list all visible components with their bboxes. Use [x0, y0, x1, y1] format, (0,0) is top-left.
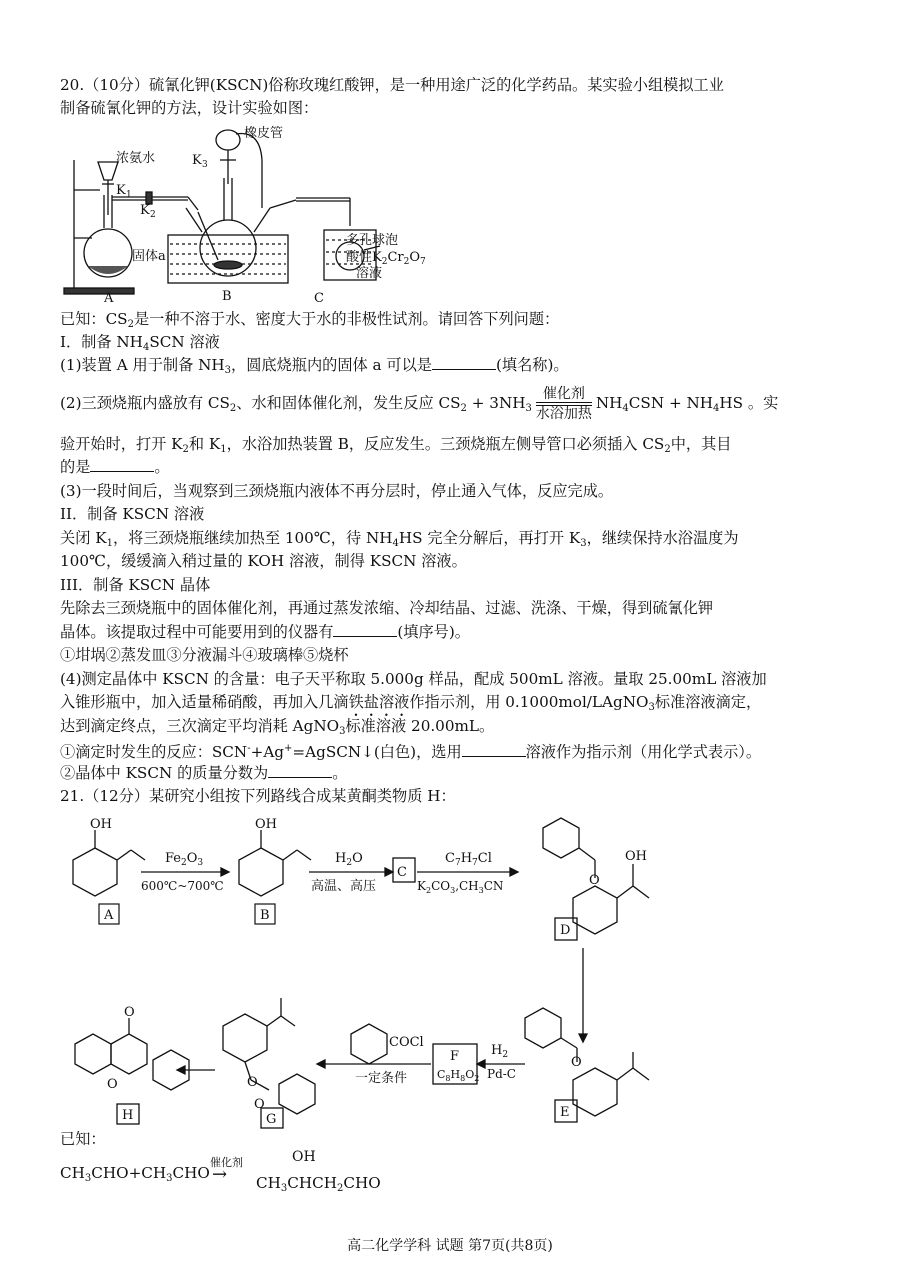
q21-known: 已知： — [60, 1130, 106, 1148]
q20-part2-line2: 验开始时，打开 $K_2$和 $K_1$，水浴加热装置 B，反应发生。三颈烧瓶左侧导管口必须插入 $CS_2$中，其目 — [60, 435, 732, 455]
answer-blank-1[interactable] — [432, 355, 496, 370]
section-3-heading: III．制备 KSCN 晶体 — [60, 576, 211, 594]
reagent-high: 高温、高压 — [311, 879, 377, 894]
answer-blank-2[interactable] — [90, 457, 154, 472]
q21-title: 21.（12分）某研究小组按下列路线合成某黄酮类物质 H： — [60, 787, 456, 805]
svg-text:O: O — [247, 1075, 258, 1090]
label-bubble: 多孔球泡 — [346, 233, 399, 248]
q20-known: 已知：$CS_2$是一种不溶于水、密度大于水的非极性试剂。请回答下列问题： — [60, 310, 560, 330]
q20-part1: (1)装置 A 用于制备 $NH_3$，圆底烧瓶内的固体 a 可以是 (填名称)。 — [60, 356, 569, 376]
svg-text:2: 2 — [150, 210, 156, 220]
answer-blank-4[interactable] — [462, 742, 526, 757]
box-g: G — [266, 1112, 277, 1127]
section-2-heading: II．制备 KSCN 溶液 — [60, 505, 205, 523]
box-h: H — [122, 1108, 134, 1123]
reagent-pdc: Pd-C — [487, 1067, 516, 1081]
box-c: C — [397, 865, 407, 880]
label-rubber-tube: 橡皮管 — [244, 126, 284, 141]
svg-text:O: O — [254, 1097, 265, 1112]
svg-text:1: 1 — [126, 190, 132, 200]
reagent-cocl: COCl — [389, 1035, 424, 1050]
q20-part2-line3: 的是 。 — [60, 458, 170, 476]
reagent-c7h7cl: $C_7H_7Cl$ — [445, 851, 492, 868]
f-formula: $C_8H_8O_2$ — [437, 1068, 480, 1083]
q20-title-line2: 制备硫氰化钾的方法，设计实验如图： — [60, 99, 319, 117]
svg-text:O: O — [124, 1005, 135, 1020]
label-k1: K — [116, 183, 126, 198]
section-3-line2: 晶体。该提取过程中可能要用到的仪器有 (填序号)。 — [60, 623, 470, 641]
svg-text:OH: OH — [90, 817, 112, 832]
q20-part2-line1: (2)三颈烧瓶内盛放有 $CS_2$、水和固体催化剂，发生反应 $CS_2 + 3NH_3$ $\frac{\text{催化剂}}{\text{水浴加热}}$ $NH_4CSN + NH_4HS$ 。实 — [60, 386, 779, 422]
label-b: B — [222, 289, 232, 304]
label-k2: K — [140, 203, 150, 218]
q20-part4-line2: 入锥形瓶中，加入适量稀硝酸，再加入几滴铁盐溶液作指示剂，用 0.1000mol/LAgNO$_3$标准溶液滴定， — [60, 693, 762, 713]
synthesis-route — [55, 808, 855, 1130]
q20-part4-line3: 达到滴定终点，三次滴定平均消耗 AgNO$_3$标准溶液 20.00mL。 — [60, 717, 495, 737]
label-c: C — [314, 291, 324, 306]
svg-text:O: O — [571, 1055, 582, 1070]
svg-text:OH: OH — [625, 849, 647, 864]
label-a: A — [104, 291, 114, 306]
reagent-temp: 600℃~700℃ — [141, 879, 224, 893]
svg-text:3: 3 — [202, 160, 208, 170]
section-2-line2: 100℃，缓缓滴入稍过量的 KOH 溶液，制得 KSCN 溶液。 — [60, 552, 467, 570]
box-a: A — [104, 908, 114, 923]
reagent-condition: 一定条件 — [355, 1071, 408, 1086]
section-3-line1: 先除去三颈烧瓶中的固体催化剂，再通过蒸发浓缩、冷却结晶、过滤、洗涤、干燥，得到硫氰化钾 — [60, 599, 714, 617]
q20-part3: (3)一段时间后，当观察到三颈烧瓶内液体不再分层时，停止通入气体，反应完成。 — [60, 482, 614, 500]
svg-text:OH: OH — [255, 817, 277, 832]
reagent-h2: $H_2$ — [491, 1043, 509, 1060]
svg-text:O: O — [107, 1077, 118, 1092]
reagent-fe2o3: $Fe_2O_3$ — [165, 851, 204, 868]
label-k3: K — [192, 153, 202, 168]
label-ammonia: 浓氨水 — [116, 151, 156, 166]
reagent-k2co3: $K_2CO_3,CH_3CN$ — [417, 879, 504, 895]
apparatus-figure — [60, 120, 480, 305]
reaction-condition: $\frac{\text{催化剂}}{\text{水浴加热}}$ — [535, 386, 592, 422]
section-3-options: ①坩埚②蒸发皿③分液漏斗④玻璃棒⑤烧杯 — [60, 646, 349, 664]
section-2-line1: 关闭 $K_1$，将三颈烧瓶继续加热至 100℃，待 $NH_4HS$ 完全分解后，再打开 $K_3$，继续保持水浴温度为 — [60, 529, 739, 549]
svg-text:O: O — [589, 873, 600, 888]
q20-part4-line1: (4)测定晶体中 KSCN 的含量：电子天平称取 5.000g 样品，配成 500mL 溶液。量取 25.00mL 溶液加 — [60, 670, 767, 688]
answer-blank-3[interactable] — [333, 622, 397, 637]
q20-part4-line4: ①滴定时发生的反应：SCN-+Ag+=AgSCN↓(白色)，选用 溶液作为指示剂（用化学式表示）。 — [60, 743, 762, 761]
box-b: B — [260, 908, 270, 923]
q20-part4-line5: ②晶体中 KSCN 的质量分数为 。 — [60, 764, 348, 782]
label-solution: 溶液 — [356, 266, 383, 281]
label-acidic: 酸性$K_2Cr_2O_7$ — [346, 250, 426, 267]
q21-known-equation: $CH_3CHO+CH_3CHO$ 催化剂 → OH $CH_3CHCH_2CHO$ — [60, 1149, 381, 1194]
q20-title-line1: 20.（10分）硫氰化钾(KSCN)俗称玫瑰红酸钾，是一种用途广泛的化学药品。某实验小组模拟工业 — [60, 76, 724, 94]
label-solid-a: 固体a — [132, 249, 166, 264]
reagent-h2o: $H_2O$ — [335, 851, 363, 868]
section-1-heading: I．制备 $NH_4SCN$ 溶液 — [60, 333, 220, 353]
box-e: E — [560, 1105, 570, 1120]
box-d: D — [560, 923, 571, 938]
box-f: F — [450, 1049, 460, 1064]
page-footer: 高二化学学科 试题 第7页(共8页) — [347, 1238, 553, 1254]
answer-blank-5[interactable] — [268, 763, 332, 778]
